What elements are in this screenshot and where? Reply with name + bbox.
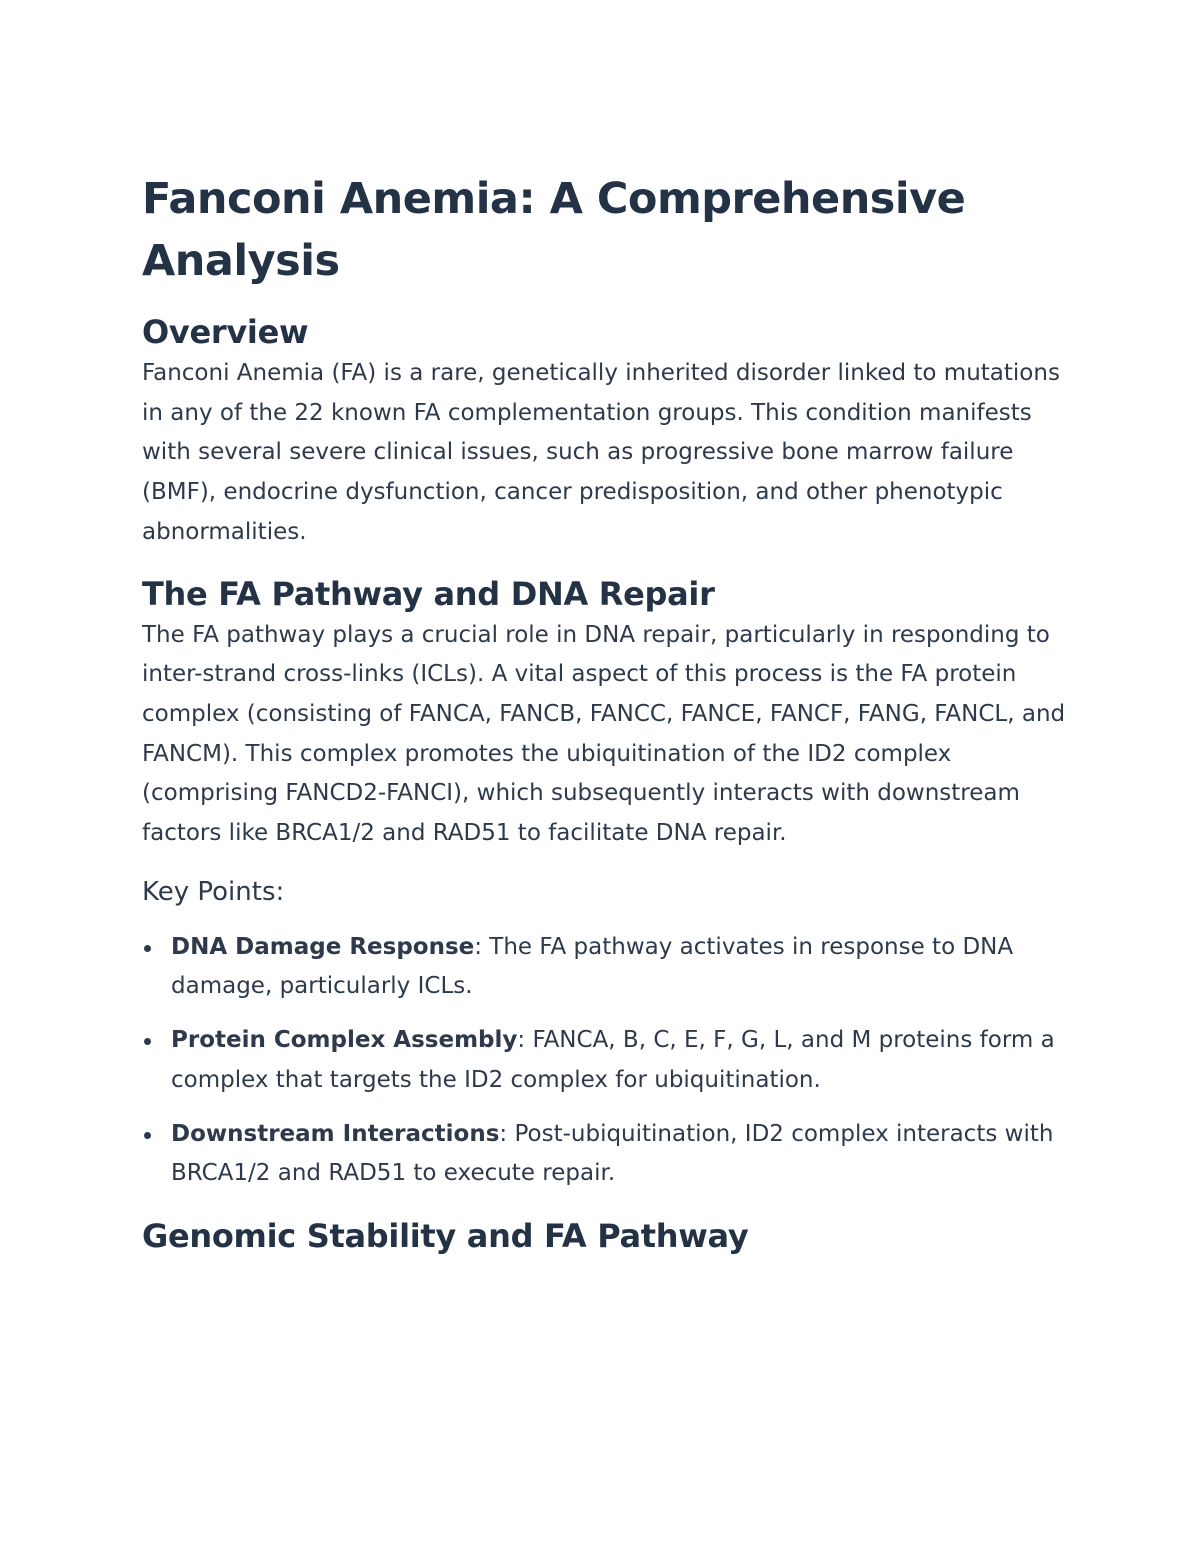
list-item	[142, 928, 1072, 1007]
key-points-heading: Key Points:	[142, 876, 285, 907]
bullet-icon	[144, 1132, 151, 1139]
key-point-term: Protein Complex Assembly	[171, 1027, 518, 1054]
key-point-text: : Post-ubiquitination, ID2 complex interacts with BRCA1/2 and RAD51 to execute repair.	[171, 1120, 1054, 1187]
bullet-icon	[144, 1038, 151, 1045]
bullet-icon	[144, 945, 151, 952]
key-point-term: Downstream Interactions	[171, 1120, 500, 1147]
key-points-list	[142, 928, 1072, 1194]
genomic-stability-heading: Genomic Stability and FA Pathway	[142, 1216, 749, 1255]
key-point-text: : FANCA, B, C, E, F, G, L, and M proteins form a complex that targets the ID2 complex for ubiquitination.	[171, 1027, 1055, 1093]
fa-pathway-paragraph: The FA pathway plays a crucial role in DNA repair, particularly in responding to inter-strand cross-links (ICLs). A vital aspect of this process is the FA protein complex (consisting of FANCA, FANCB, FANCC, FANCE, FANCF, FANG, FANCL, and FANCM). This complex promotes the ubiquitination of the ID2 complex (comprising FANCD2-FANCI), which subsequently interacts with downstream factors like BRCA1/2 and RAD51 to facilitate DNA repair.	[142, 621, 1066, 847]
fa-pathway-heading: The FA Pathway and DNA Repair	[142, 574, 715, 613]
key-point-text: : The FA pathway activates in response to DNA damage, particularly ICLs.	[171, 933, 1014, 1000]
list-item	[142, 1115, 1072, 1194]
key-point-term: DNA Damage Response	[171, 933, 475, 960]
document-page	[142, 168, 1072, 1258]
document-title: Fanconi Anemia: A Comprehensive Analysis	[142, 174, 966, 286]
overview-heading: Overview	[142, 313, 309, 351]
list-item	[142, 1021, 1072, 1100]
overview-paragraph: Fanconi Anemia (FA) is a rare, genetically inherited disorder linked to mutations in any of the 22 known FA complementation groups. This condition manifests with several severe clinical issues, such as progressive bone marrow failure (BMF), endocrine dysfunction, cancer predisposition, and other phenotypic abnormalities.	[142, 360, 1060, 545]
